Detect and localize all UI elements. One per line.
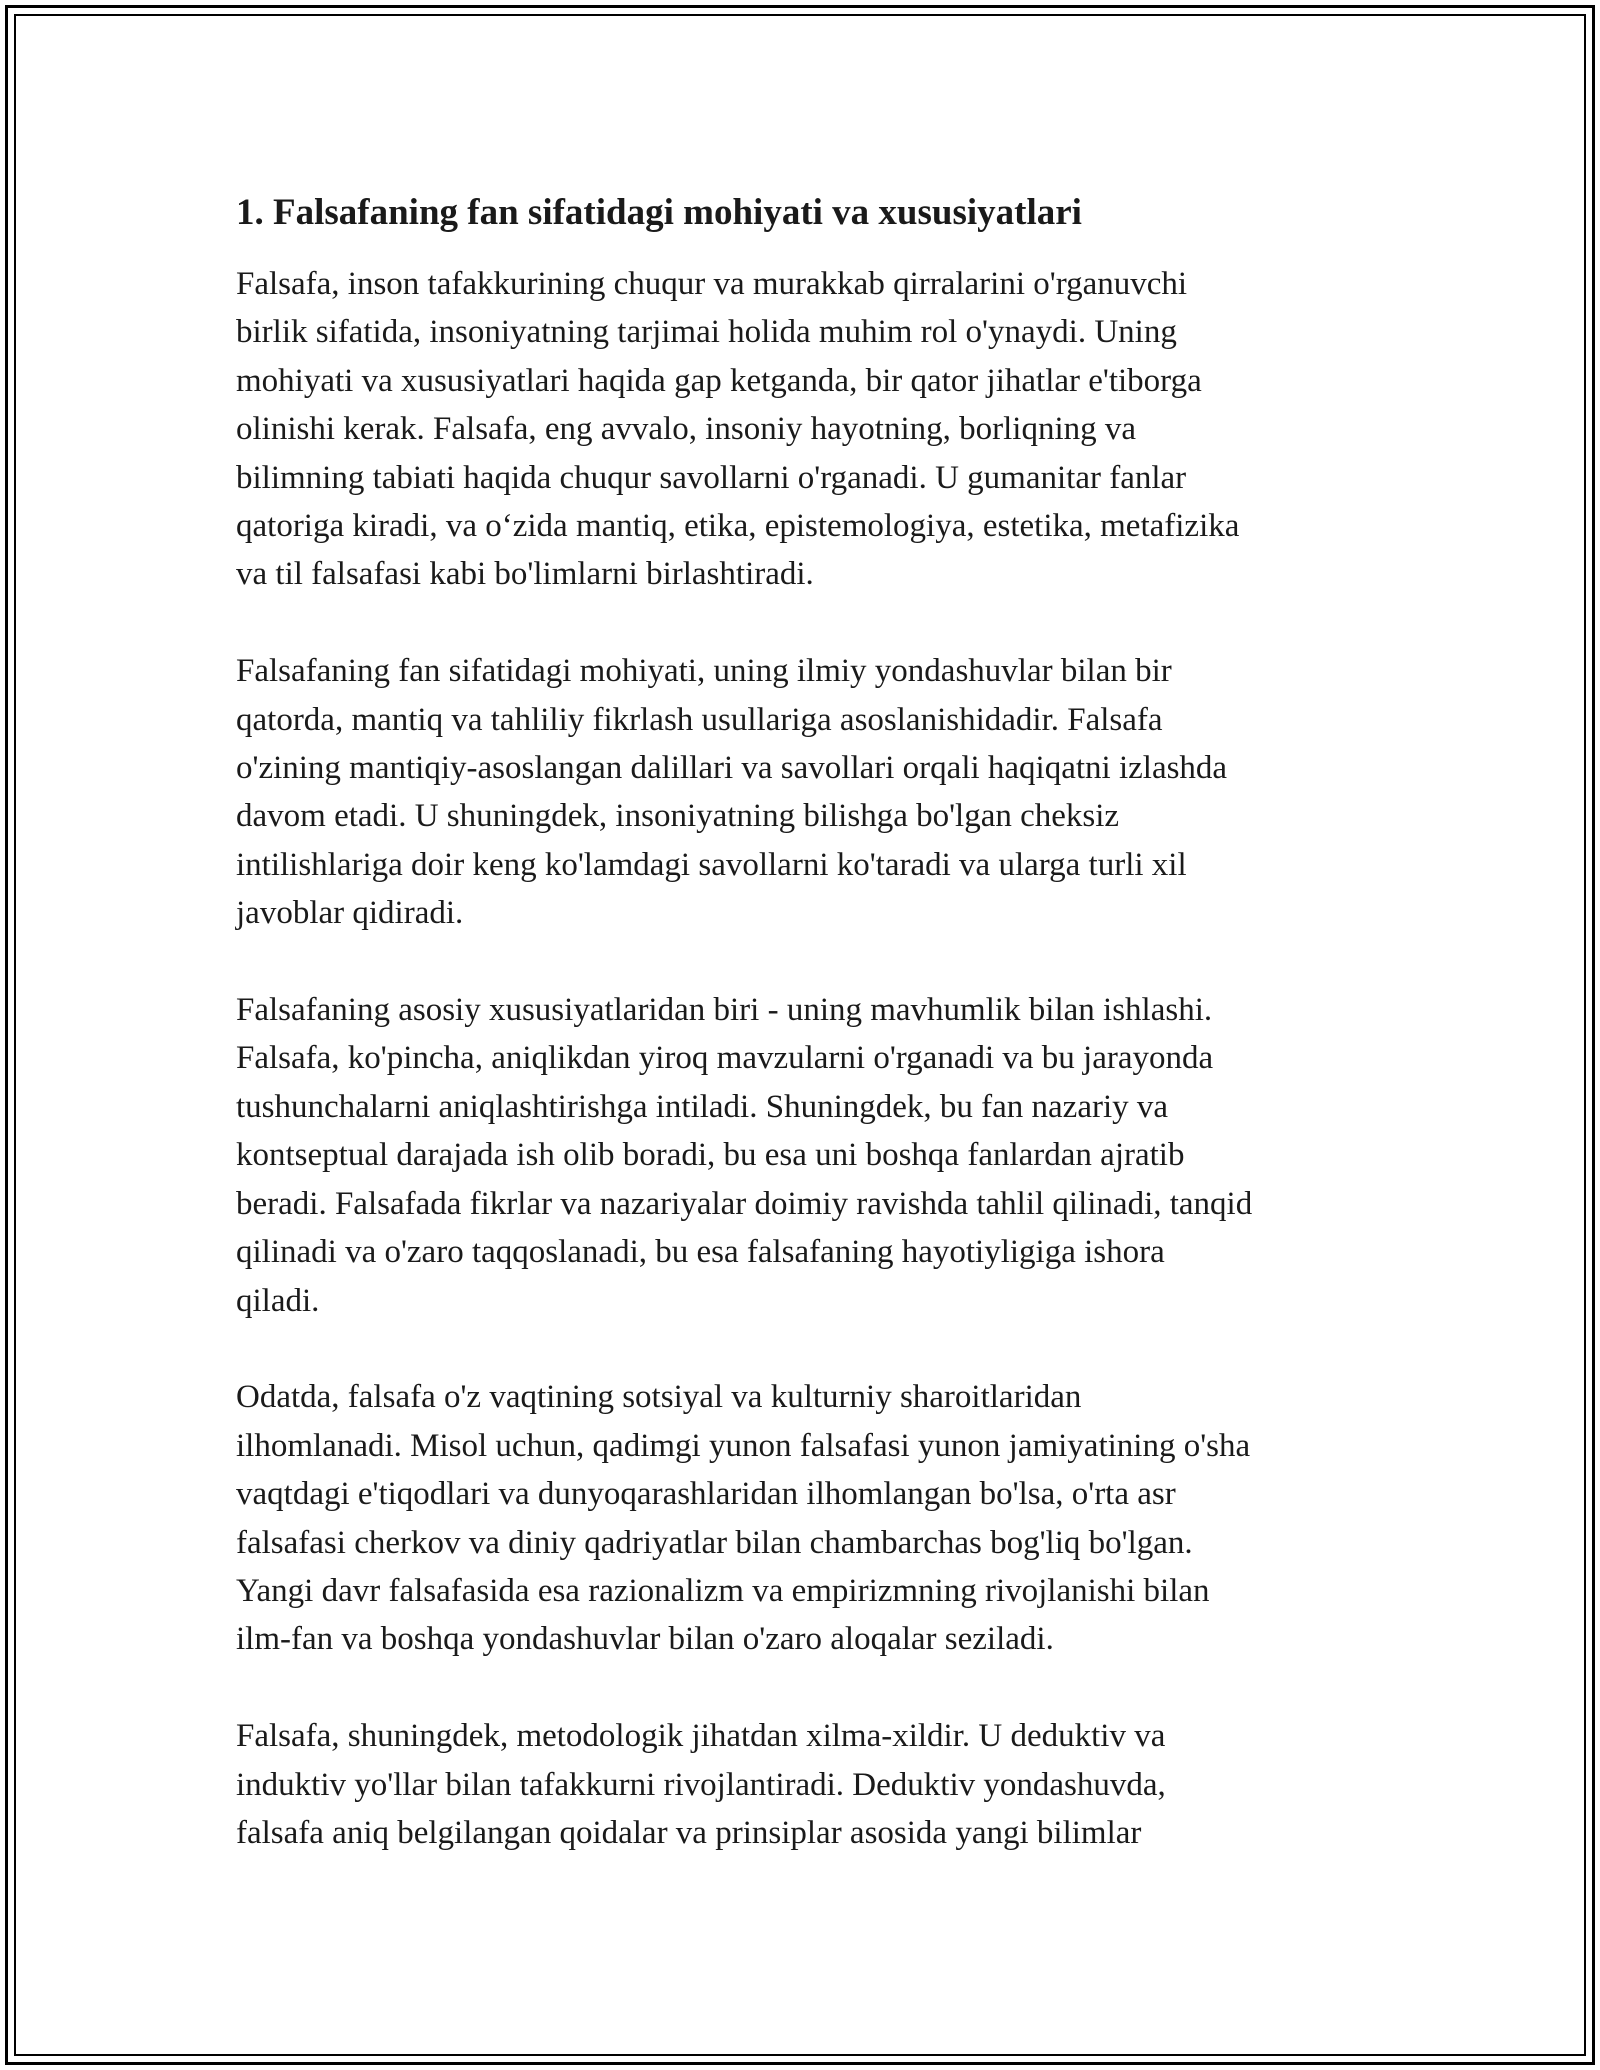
- text-line: mohiyati va xususiyatlari haqida gap ketganda, bir qator jihatlar e'tiborga: [236, 362, 1202, 399]
- paragraph-3: [236, 986, 1376, 1325]
- text-line: ilm-fan va boshqa yondashuvlar bilan o'zaro aloqalar seziladi.: [236, 1621, 1054, 1658]
- text-line: beradi. Falsafada fikrlar va nazariyalar doimiy ravishda tahlil qilinadi, tanqid: [236, 1185, 1253, 1222]
- text-line: bilimning tabiati haqida chuqur savollarni o'rganadi. U gumanitar fanlar: [236, 459, 1187, 496]
- text-line: Falsafa, ko'pincha, aniqlikdan yiroq mavzularni o'rganadi va bu jarayonda: [236, 1040, 1214, 1077]
- text-line: Odatda, falsafa o'z vaqtining sotsiyal va kulturniy sharoitlaridan: [236, 1379, 1082, 1416]
- paragraph-1: [236, 260, 1376, 599]
- text-line: vaqtdagi e'tiqodlari va dunyoqarashlaridan ilhomlangan bo'lsa, o'rta asr: [236, 1476, 1176, 1513]
- text-line: Falsafaning fan sifatidagi mohiyati, uning ilmiy yondashuvlar bilan bir: [236, 653, 1172, 690]
- text-line: birlik sifatida, insoniyatning tarjimai holida muhim rol o'ynaydi. Uning: [236, 314, 1177, 351]
- text-line: Falsafa, shuningdek, metodologik jihatdan xilma-xildir. U deduktiv va: [236, 1718, 1166, 1755]
- text-line: tushunchalarni aniqlashtirishga intiladi. Shuningdek, bu fan nazariy va: [236, 1088, 1169, 1125]
- paragraph-2: [236, 647, 1376, 937]
- text-line: falsafa aniq belgilangan qoidalar va prinsiplar asosida yangi bilimlar: [236, 1814, 1142, 1851]
- text-line: davom etadi. U shuningdek, insoniyatning bilishga bo'lgan cheksiz: [236, 798, 1120, 835]
- text-line: falsafasi cherkov va diniy qadriyatlar bilan chambarchas bog'liq bo'lgan.: [236, 1524, 1193, 1561]
- text-line: induktiv yo'llar bilan tafakkurni rivojlantiradi. Deduktiv yondashuvda,: [236, 1766, 1166, 1803]
- text-line: olinishi kerak. Falsafa, eng avvalo, insoniy hayotning, borliqning va: [236, 411, 1137, 448]
- paragraph-5: [236, 1712, 1376, 1857]
- text-line: o'zining mantiqiy-asoslangan dalillari va savollari orqali haqiqatni izlashda: [236, 750, 1228, 787]
- text-line: qilinadi va o'zaro taqqoslanadi, bu esa falsafaning hayotiyligiga ishora: [236, 1234, 1165, 1271]
- text-line: ilhomlanadi. Misol uchun, qadimgi yunon falsafasi yunon jamiyatining o'sha: [236, 1427, 1251, 1464]
- text-line: qatoriga kiradi, va o‘zida mantiq, etika, epistemologiya, estetika, metafizika: [236, 508, 1240, 545]
- text-line: intilishlariga doir keng ko'lamdagi savollarni ko'taradi va ularga turli xil: [236, 846, 1187, 883]
- text-line: qatorda, mantiq va tahliliy fikrlash usullariga asoslanishidadir. Falsafa: [236, 701, 1163, 738]
- paragraph-4: [236, 1373, 1376, 1663]
- section-heading: 1. Falsafaning fan sifatidagi mohiyati va xususiyatlari: [236, 192, 1082, 233]
- text-line: Yangi davr falsafasida esa razionalizm va empirizmning rivojlanishi bilan: [236, 1572, 1210, 1609]
- document-body: [236, 184, 1376, 1906]
- text-line: Falsafaning asosiy xususiyatlaridan biri - uning mavhumlik bilan ishlashi.: [236, 992, 1213, 1029]
- text-line: Falsafa, inson tafakkurining chuqur va murakkab qirralarini o'rganuvchi: [236, 266, 1188, 302]
- text-line: javoblar qidiradi.: [236, 895, 464, 932]
- text-line: va til falsafasi kabi bo'limlarni birlashtiradi.: [236, 556, 814, 593]
- text-line: qiladi.: [236, 1282, 320, 1319]
- text-line: kontseptual darajada ish olib boradi, bu esa uni boshqa fanlardan ajratib: [236, 1137, 1185, 1174]
